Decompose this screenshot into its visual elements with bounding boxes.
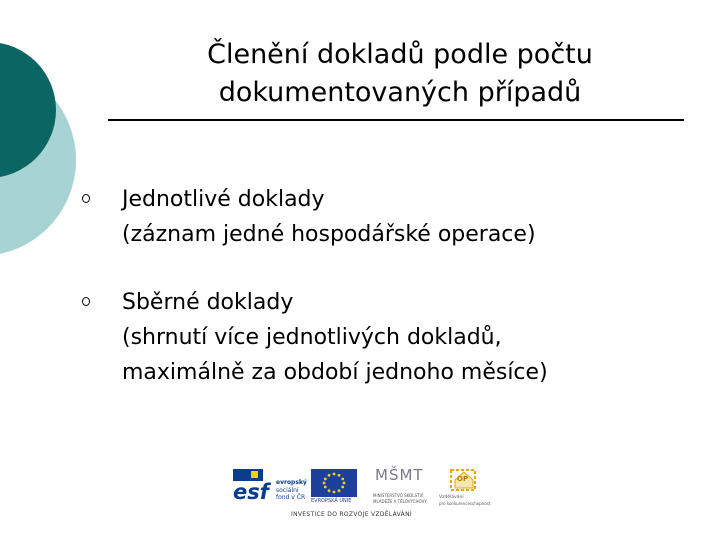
bullet-detail: (záznam jedné hospodářské operace) — [122, 222, 536, 247]
bullet-item-individual-documents — [82, 182, 702, 252]
footer-logos — [233, 464, 493, 524]
eu-flag-icon — [311, 469, 357, 497]
bullet-heading: Sběrné doklady — [122, 290, 294, 315]
esf-text-1: evropský — [276, 479, 307, 486]
bullet-detail: maximálně za období jednoho měsíce) — [122, 360, 548, 385]
bullet-circle-icon — [82, 194, 90, 203]
op-logo — [437, 466, 491, 510]
bullet-list — [82, 182, 702, 390]
msmt-mark: MŠMT — [375, 466, 424, 484]
title-divider — [108, 119, 684, 121]
esf-mark: esf — [233, 480, 269, 504]
msmt-logo — [373, 466, 433, 506]
bullet-item-collective-documents — [82, 285, 702, 390]
bullet-detail: (shrnutí více jednotlivých dokladů, — [122, 325, 502, 350]
op-text-1: Vzdělávání — [439, 495, 464, 500]
op-text-2: pro konkurenceschopnost — [439, 501, 491, 506]
esf-text-2: sociální — [276, 487, 299, 494]
eu-text: EVROPSKÁ UNIE — [311, 498, 352, 504]
msmt-text-1: MINISTERSTVO ŠKOLSTVÍ, — [373, 493, 425, 498]
esf-text-3: fond v ČR — [276, 494, 306, 501]
esf-logo — [233, 469, 305, 509]
slide-title-line-2: dokumentovaných případů — [218, 77, 582, 108]
slide-title — [140, 36, 660, 112]
op-mark: OP — [457, 475, 469, 483]
bullet-circle-icon — [82, 297, 90, 306]
bullet-heading: Jednotlivé doklady — [122, 187, 325, 212]
slide-title-line-1: Členění dokladů podle počtu — [207, 39, 593, 70]
msmt-text-2: MLÁDEŽE A TĚLOVÝCHOVY — [373, 499, 427, 504]
footer-caption: INVESTICE DO ROZVOJE VZDĚLÁVÁNÍ — [291, 511, 412, 518]
eu-logo — [311, 469, 361, 503]
